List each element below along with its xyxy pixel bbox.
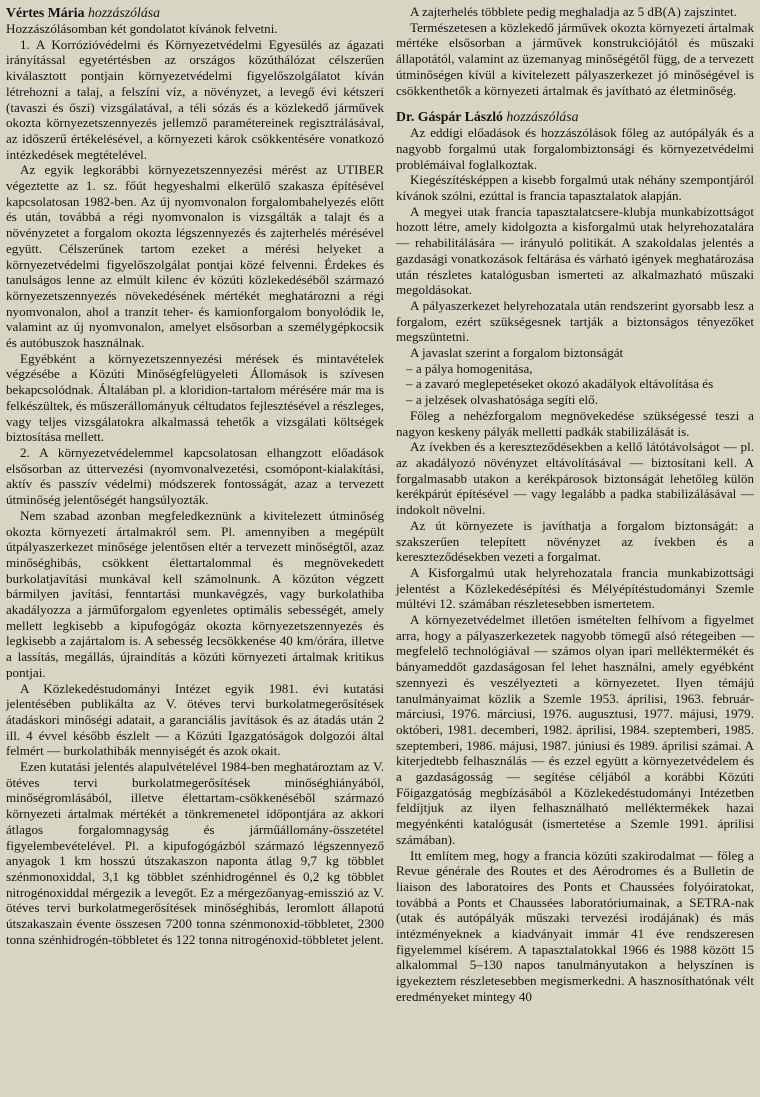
paragraph: Főleg a nehézforgalom megnövekedése szükségessé teszi a nagyon keskeny pályák melletti padkák stabilizálását is. [396,407,754,439]
paragraph: A zajterhelés többlete pedig meghaladja az 5 dB(A) zajszintet. [410,4,737,19]
paragraph: 1. A Korrózióvédelmi és Környezetvédelmi Egyesülés az ágazati irányítással egyetértésben az országos közúthálózat célszerűen kiválasztott pontjain környezetvédelmi figyelőszolgálatot kíván létrehozni a talaj, a felszíni víz, a növényzet, a levegő évi kétszeri (tavaszi és őszi) vizsgálatával, a téli sózás és a közlekedő járművek okozta környezetszennyezés jellemző paramétereinek regisztrálásával, az időszerű értékelésével, a környezeti károk csökkentésére vonatkozó intézkedések megtételével. [6,36,384,162]
list-item: – a jelzések olvashatósága segíti elő. [406,392,598,408]
paragraph: Hozzászólásomban két gondolatot kívánok felvetni. [6,21,278,36]
paragraph: A Kisforgalmú utak helyrehozatala francia munkabizottsági jelentést a Közlekedésépítési és Mélyépítéstudományi Szemle múltévi 12. számában részletesebben ismertetem. [396,564,754,612]
paragraph: Egyébként a környezetszennyezési mérések és mintavételek végzésébe a Közúti Minőségfelügyeleti Állomások is szívesen bekapcsolódnak. Általában pl. a kloridion-tartalom mérésére már ma is felkészültek, és műszerállományuk céltudatos fejlesztésével a részleges, vagy teljes vizsgálatokra alkalmassá tehetők a vizsgálati költségek biztosítása mellett. [6,350,384,445]
paragraph: Kiegészítésképpen a kisebb forgalmú utak néhány szempontjáról kívánok szólni, ezúttal is francia tapasztalatok alapján. [396,172,754,204]
paragraph: Nem szabad azonban megfeledkeznünk a kivitelezett útminőség okozta környezeti ártalmakról sem. Pl. amennyiben a megépült útpályaszerkezet minősége jelentősen eltér a tervezett minőségtől, azaz minőséghibás, csökkent élettartalommal és megnövekedett burkolatjavítási munkával kell számolnunk. A közúton végzett bármilyen javítási, fenntartási munkavégzés, vagy burkolathiba akadályozza a járműforgalom egyenletes optimális sebességét, amely mellett legkisebb a kipufogógáz okozta környezetszennyezés és legkisebb a zajártalom is. A sebesség lecsökkenése 40 km/órára, illetve a lassítás, megállás, újraindítás a közúti környezeti ártalmak kritikus pontjai. [6,507,384,680]
author-role: hozzászólása [506,109,579,125]
paragraph: Természetesen a közlekedő járművek okozta környezeti ártalmak mértéke elsősorban a járművek konstrukciójától és műszaki állapotától, valamint az üzemanyag minőségétől függ, de a tervezett útminőségen kívül a kivitelezett pályaszerkezet jó minőségével is csökkenthetők a környezeti ártalmak és javítható az életminőség. [396,19,754,98]
author-heading-vertes [6,4,384,21]
author-name: Vértes Mária [6,5,85,20]
list-item: – a zavaró meglepetéseket okozó akadályok eltávolítása és [406,376,714,392]
paragraph: A megyei utak francia tapasztalatcsere-klubja munkabizottságot hozott létre, amely kidolgozta a kisforgalmú utak helyrehozatalára — rehabilitálására — irányuló politikát. A szakoldalas jelentés a gazdasági vonatkozások feltárása és várható igények meghatározása után részletes katalógusban ismerteti az alkalmazható műszaki megoldásokat. [396,203,754,298]
paragraph: Az út környezete is javíthatja a forgalom biztonságát: a szakszerűen telepített növényzet az ívekben és a kereszteződésekben vezeti a forgalmat. [396,517,754,565]
paragraph: Ezen kutatási jelentés alapulvételével 1984-ben meghatároztam az V. ötéves tervi burkolatmegerősítések minőséghiányából, minőségromlásából, illetve élettartam-csökkenéséből származó környezeti ártalmak mértékét a tönkremenetel időpontjára az akkori átlagos forgalomnagyság és járműállomány-összetétel figyelembevételével. Pl. a kipufogógázból származó légszennyező anyagok 1 km hosszú útszakaszon naponta átlag 9,7 kg többlet szénmonoxiddal, 3,1 kg többlet szénhidrogénnel és 0,2 kg többlet nitrogénoxiddal mérgezik a levegőt. Ez a mérgezőanyag-emisszió az V. ötéves tervi burkolatmegerősítések minőséghibás, leromlott állapotú útszakaszain évente összesen 7200 tonna szénmonoxid-többletet, 2300 tonna szénhidrogén-többletet és 122 tonna nitrogénoxid-többletet jelent. [6,759,384,947]
paragraph: A javaslat szerint a forgalom biztonságát [410,345,624,361]
author-name: Dr. Gáspár László [396,109,503,125]
right-column [396,4,754,1005]
list-item: – a pálya homogenitása, [406,360,533,376]
paragraph: A Közlekedéstudományi Intézet egyik 1981. évi kutatási jelentésében publikálta az V. ötéves tervi burkolatmegerősítések átadáskori minőségi adatait, a garanciális javítások és az átadás után 2 ill. 4 évvel később észlelt — a Közúti Igazgatóságok dolgozói által felmért — burkolathibák mennyiségét és azok okait. [6,680,384,759]
author-heading-gaspar [396,108,754,125]
paragraph: Az ívekben és a kereszteződésekben a kellő látótávolságot — pl. az akadályozó növényzet eltávolításával — biztosítani kell. A forgalmasabb utakon a kerékpárosok biztonságát lehetőleg külön kerékpárút építésével — vagy legalább a padka stabilizálásával — indokolt növelni. [396,439,754,518]
paragraph: Itt említem meg, hogy a francia közúti szakirodalmat — főleg a Revue générale des Routes et des Aérodromes és a Bulletin de liaison des laboratoires des Ponts et Chaussées folyóiratokat, továbbá a Ponts et Chaussées laboratóriumainak, a SETRA-nak (utak és autópályák műszaki tervezési irodájának) és más intézményeknek a kiadványait immár 41 éve rendszeresen figyelemmel kísérem. A tapasztalatokkal 1966 és 1988 között 15 alkalommal 5–130 napos tanulmányutakon a helyszínen is igyekeztem részletesebben megismerkedni. A hasznosíthatónak vélt eredményeket mintegy 40 [396,847,754,1004]
paragraph: Az eddigi előadások és hozzászólások főleg az autópályák és a nagyobb forgalmú utak forgalombiztonsági és környezetvédelmi problémáival foglalkoztak. [396,125,754,172]
paragraph: Az egyik legkorábbi környezetszennyezési mérést az UTIBER végeztette az 1. sz. főút hegyeshalmi elkerülő szakasza építésével kapcsolatosan 1982-ben. Az új nyomvonalon forgalombahelyezés előtt és után, továbbá a régi nyomvonalon is vizsgálták a talajt és a növényzetet a forgalom okozta légszennyezés és zajterhelés mérésével együtt. Célszerűnek tartom ezeket a mérési helyeket a környezetvédelmi figyelőszolgálat pontjai közé felvenni. Érdekes és tanulságos lenne az elmúlt kilenc év közúti közlekedéséből származó környezetszennyezés növekedésének mértékét meghatározni a régi nyomvonalon, ahol a tranzit teher- és kamionforgalom bonyolódik le, valamint az új nyomvonalon, amelyet elsősorban a személygépkocsik és autóbuszok használnak. [6,162,384,351]
author-role: hozzászólása [87,5,161,20]
paragraph: A pályaszerkezet helyrehozatala után rendszerint gyorsabb lesz a forgalom, ezért szükségesnek tartják a biztonságos tényezőket megszüntetni. [396,297,754,345]
left-column [6,4,384,947]
paragraph: 2. A környezetvédelemmel kapcsolatosan elhangzott előadások elsősorban az úttervezési (nyomvonalvezetési, csomópont-kialakítási, aktív és passzív védelmi) módszerek fontosságát, azaz a tervezett útminőség jelentőségét hangsúlyozták. [6,444,384,508]
paragraph: A környezetvédelmet illetően ismételten felhívom a figyelmet arra, hogy a pályaszerkezetek nagyobb tömegű alsó rétegeiben — megfelelő technológiával — számos olyan ipari melléktermékét és bányameddőt gazdaságosan fel lehet használni, amely egyébként szennyezi és veszélyezteti a környezetet. Ilyen témájú tanulmányaimat közlik a Szemle 1953. áprilisi, 1963. február-márciusi, 1976. márciusi, 1976. augusztusi, 1977. májusi, 1979. októberi, 1981. decemberi, 1982. áprilisi, 1984. szeptemberi, 1985. szeptemberi, 1986. májusi, 1987. júniusi és 1989. áprilisi számai. A kiterjedtebb felhasználás — és ezzel együtt a környezetvédelem és a gazdaságosság — segítése céljából a korábbi Közúti Főigazgatóság megbízásából a Közlekedéstudományi Intézetben feldíjtjuk az ilyen felhasználható melléktermékek hazai megyénkénti katalógusát (ismertetése a Szemle 1991. áprilisi számában). [396,612,754,847]
